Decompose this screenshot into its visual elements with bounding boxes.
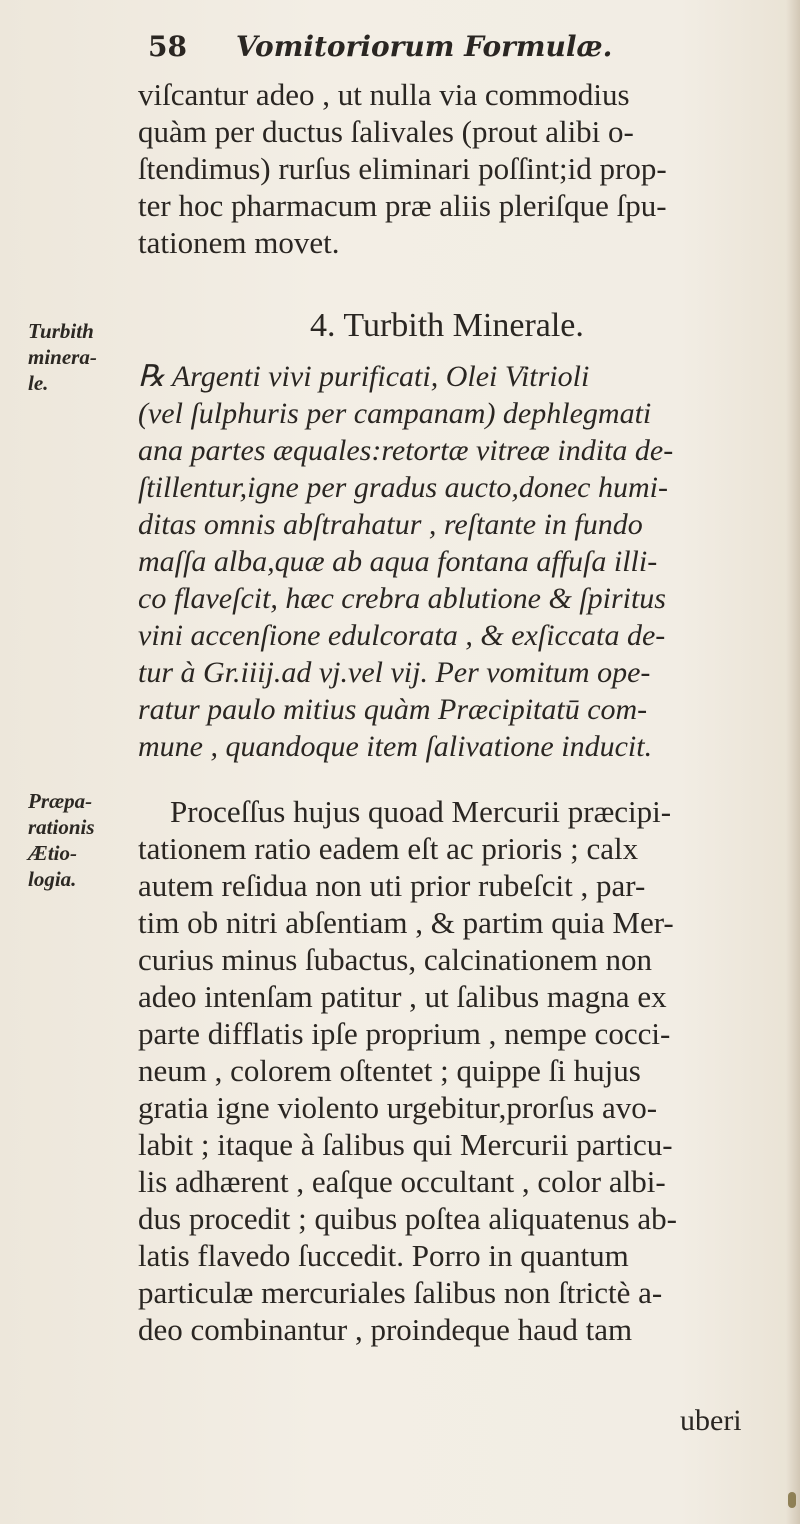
margin-note-line: le.: [28, 371, 49, 395]
text-line: ratur paulo mitius quàm Præcipitatū com-: [138, 693, 648, 726]
text-line: lis adhærent , eaſque occultant , color albi-: [138, 1164, 666, 1199]
margin-note-line: Turbith: [28, 319, 94, 343]
text-line: gratia igne violento urgebitur,prorſus avo-: [138, 1090, 658, 1125]
text-line: mune , quandoque item ſalivatione inducit.: [138, 730, 653, 763]
text-line: tationem movet.: [138, 225, 340, 260]
text-line: maſſa alba,quæ ab aqua fontana affuſa illi-: [138, 545, 658, 578]
margin-note-line: minera-: [28, 345, 97, 369]
text-line: ſtillentur,igne per gradus aucto,donec humi-: [138, 471, 668, 504]
text-line: autem reſidua non uti prior rubeſcit , par-: [138, 868, 646, 903]
margin-note-line: Præpa-: [28, 789, 93, 813]
text-line: deo combinantur , proindeque haud tam: [138, 1312, 633, 1347]
margin-note-praeparatio: [28, 788, 95, 892]
process-paragraph: [138, 793, 774, 1348]
text-line: Proceſſus hujus quoad Mercurii præcipi-: [170, 794, 672, 829]
margin-note-turbith: [28, 318, 97, 396]
text-line: ter hoc pharmacum præ aliis pleriſque ſpu-: [138, 188, 667, 223]
text-line: co flaveſcit, hæc crebra ablutione & ſpiritus: [138, 582, 666, 615]
catchword: uberi: [680, 1404, 742, 1437]
recipe-paragraph: [138, 358, 774, 765]
text-line: (vel ſulphuris per campanam) dephlegmati: [138, 397, 652, 430]
text-line: vini accenſione edulcorata , & exſiccata de-: [138, 619, 666, 652]
text-line: adeo intenſam patitur , ut ſalibus magna ex: [138, 979, 667, 1014]
running-header: [148, 30, 612, 63]
text-line: ℞ Argenti vivi purificati, Olei Vitrioli: [138, 360, 590, 393]
page-edge-shadow: [786, 0, 800, 1524]
text-line: ditas omnis abſtrahatur , reſtante in fundo: [138, 508, 643, 541]
section-heading: 4. Turbith Minerale.: [310, 307, 584, 344]
text-line: quàm per ductus ſalivales (prout alibi o-: [138, 114, 634, 149]
text-line: tationem ratio eadem eſt ac prioris ; calx: [138, 831, 639, 866]
text-line: dus procedit ; quibus poſtea aliquatenus ab-: [138, 1201, 677, 1236]
text-line: ana partes æquales:retortæ vitreæ indita de-: [138, 434, 674, 467]
text-line: ſtendimus) rurſus eliminari poſſint;id prop-: [138, 151, 667, 186]
text-line: neum , colorem oſtentet ; quippe ſi hujus: [138, 1053, 641, 1088]
text-line: tim ob nitri abſentiam , & partim quia Mer-: [138, 905, 674, 940]
ink-spot: [788, 1492, 796, 1508]
page-number: 58: [148, 30, 187, 63]
margin-note-line: Ætio-: [28, 841, 77, 865]
text-line: particulæ mercuriales ſalibus non ſtrictè a-: [138, 1275, 663, 1310]
margin-note-line: rationis: [28, 815, 95, 839]
running-title: Vomitoriorum Formulæ.: [235, 30, 613, 63]
text-line: latis flavedo ſuccedit. Porro in quantum: [138, 1238, 629, 1273]
text-line: labit ; itaque à ſalibus qui Mercurii particu-: [138, 1127, 673, 1162]
intro-paragraph: [138, 76, 774, 261]
text-line: curius minus ſubactus, calcinationem non: [138, 942, 652, 977]
text-line: viſcantur adeo , ut nulla via commodius: [138, 77, 630, 112]
text-line: tur à Gr.iiij.ad vj.vel vij. Per vomitum ope-: [138, 656, 651, 689]
margin-note-line: logia.: [28, 867, 77, 891]
text-line: parte difflatis ipſe proprium , nempe cocci-: [138, 1016, 671, 1051]
